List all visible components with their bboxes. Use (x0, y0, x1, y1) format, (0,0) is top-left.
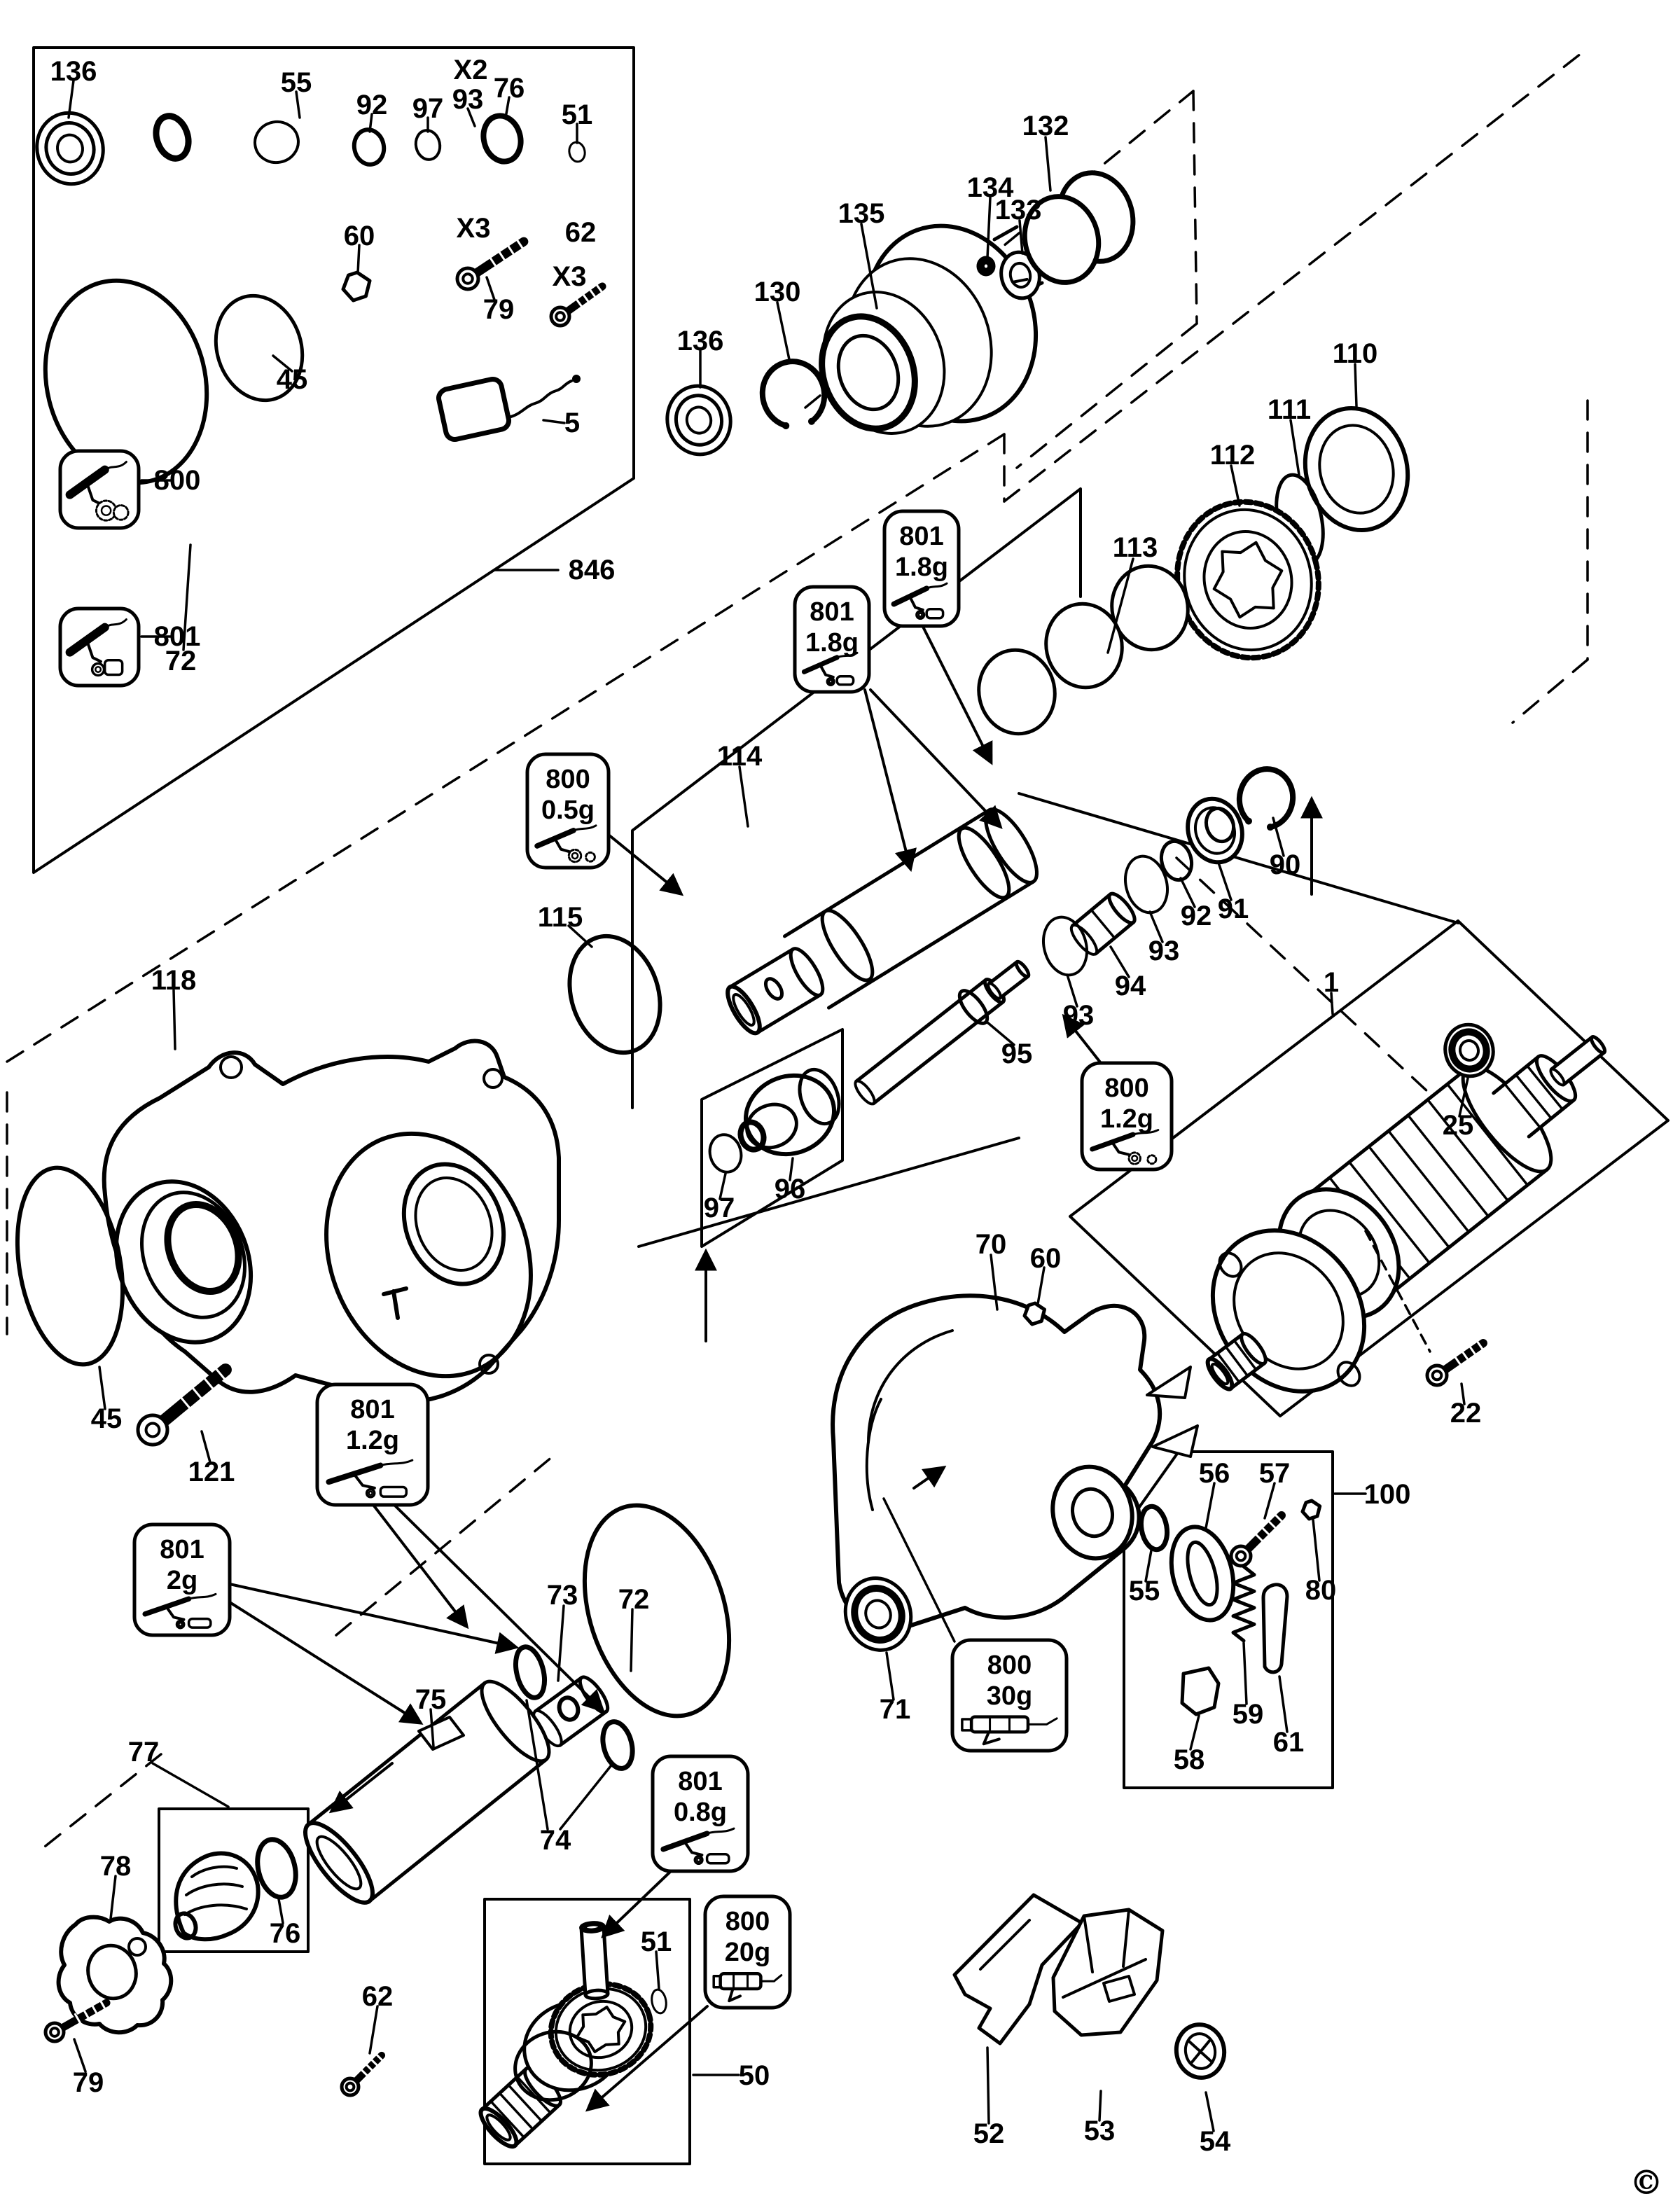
part-number-label-71: 71 (879, 1694, 911, 1725)
part-ring (478, 111, 525, 165)
screw-head (457, 268, 478, 289)
screw-head (46, 2023, 64, 2041)
kit-gear-icon (113, 506, 128, 520)
part-number-label-45: 45 (90, 1403, 123, 1434)
label-leader-line (174, 990, 175, 1049)
part-cylinder (852, 977, 1007, 1106)
part-number-label-76: 76 (269, 1918, 301, 1949)
part-number-label-111: 111 (1267, 394, 1312, 425)
part-number-label-97: 97 (412, 93, 444, 124)
part-number-label-79: 79 (483, 294, 515, 325)
part-number-label-70: 70 (975, 1229, 1007, 1260)
part-number-label-134: 134 (966, 172, 1014, 203)
callout-text: 30g (986, 1681, 1033, 1711)
part-number-label-58: 58 (1173, 1744, 1205, 1775)
part-number-label-55: 55 (1128, 1576, 1160, 1606)
part-number-label-25: 25 (1442, 1110, 1474, 1141)
kit-cylinder-icon (837, 676, 853, 685)
part-number-label-52: 52 (973, 2118, 1005, 2149)
callout-text: 1.8g (894, 553, 949, 582)
part-number-label-22: 22 (1450, 1398, 1482, 1429)
part-clip (1025, 1303, 1045, 1324)
label-leader-line (1244, 1643, 1247, 1704)
kit-cone-icon (92, 664, 104, 676)
grease-tube-body (721, 1973, 761, 1989)
screw-head (551, 307, 569, 326)
callout-grease-800-1.2g (1082, 1063, 1172, 1169)
part-bearing-outer (661, 380, 737, 461)
part-number-label-5: 5 (564, 408, 581, 438)
assembly-arrow (373, 1505, 466, 1626)
part-number-label-62: 62 (564, 217, 597, 248)
part-number-label-95: 95 (1001, 1039, 1033, 1069)
callout-grease-801-1.2g (317, 1384, 428, 1505)
gear-fill (1160, 486, 1335, 674)
callout-grease-801-1.8g-b (884, 511, 959, 626)
callout-kit-801 (60, 609, 139, 686)
kit-gear-icon (569, 849, 581, 861)
label-leader-line (153, 1763, 228, 1807)
callout-text: 801 (899, 522, 944, 551)
part-number-label-100: 100 (1363, 1479, 1411, 1510)
part-ring (1162, 1520, 1243, 1627)
screw-head (1427, 1366, 1447, 1385)
callout-kit-800 (60, 451, 139, 528)
part-number-label-96: 96 (774, 1174, 806, 1204)
part-number-label-51: 51 (640, 1926, 672, 1957)
kit-gear-icon (1148, 1155, 1156, 1164)
callout-text: 801 (350, 1395, 395, 1424)
part-number-label-61: 61 (1272, 1727, 1305, 1758)
part-number-label-50: 50 (738, 2060, 770, 2091)
grease-tube-body (971, 1717, 1028, 1733)
callout-text: 1.2g (345, 1426, 400, 1455)
label-leader-line (987, 2048, 989, 2123)
callout-grease-800-0.5g (527, 754, 609, 868)
kit-cylinder-icon (707, 1854, 729, 1863)
label-leader-line (560, 1766, 611, 1829)
kit-cylinder-icon (189, 1619, 211, 1628)
panel-guide-dashed (42, 1754, 161, 1849)
part-number-label-X2: X2 (453, 55, 488, 85)
part-number-label-115: 115 (537, 902, 583, 933)
part-number-label-136: 136 (676, 326, 724, 356)
part-ring (555, 924, 674, 1064)
callout-text: 0.5g (541, 796, 595, 825)
part-cylinder (986, 960, 1030, 1000)
part-body (1182, 1668, 1219, 1714)
callout-text: 2g (166, 1566, 198, 1595)
cylinder-fill (856, 980, 1004, 1103)
part-number-label-56: 56 (1198, 1458, 1230, 1489)
part-number-label-59: 59 (1232, 1699, 1264, 1730)
label-leader-line (777, 303, 790, 363)
part-number-label-75: 75 (415, 1684, 447, 1715)
callout-text: 801 (810, 597, 854, 627)
part-screw (1427, 1340, 1483, 1385)
part-screw (457, 239, 524, 289)
part-dot (572, 375, 581, 383)
kit-cone-icon (367, 1490, 375, 1497)
part-number-label-93: 93 (1062, 1000, 1095, 1031)
callout-text: 1.2g (1099, 1104, 1154, 1134)
part-number-label-114: 114 (716, 741, 763, 772)
part-number-label-110: 110 (1332, 338, 1378, 369)
kit-cone-icon (917, 611, 924, 619)
screw-head (1231, 1546, 1251, 1566)
part-number-label-97: 97 (703, 1193, 735, 1223)
label-leader-line (1313, 1520, 1319, 1581)
part-number-label-X3: X3 (552, 261, 587, 292)
callout-grease-801-2g (134, 1525, 230, 1635)
kit-cone-icon (176, 1620, 183, 1627)
part-number-label-136: 136 (50, 56, 97, 87)
label-leader-line (1206, 2092, 1214, 2131)
part-number-label-72: 72 (618, 1584, 650, 1615)
panel-guide-dashed (1176, 858, 1429, 1092)
kit-cylinder-icon (105, 660, 123, 675)
part-number-label-118: 118 (151, 965, 197, 996)
screw-head (342, 2078, 359, 2095)
part-screw (1231, 1514, 1283, 1566)
part-ring (598, 1719, 637, 1772)
part-number-label-51: 51 (561, 99, 593, 130)
part-number-label-112: 112 (1209, 440, 1256, 471)
part-number-label-74: 74 (539, 1825, 571, 1856)
assembly-arrow (865, 690, 910, 868)
part-snap-ring (1235, 765, 1298, 833)
assembly-arrow (230, 1584, 515, 1647)
label-leader-line (1020, 221, 1022, 254)
panel-edge (632, 489, 1081, 1108)
copyright-mark: © (1630, 2163, 1663, 2202)
label-leader-line (1206, 1483, 1214, 1528)
part-ring (567, 141, 586, 163)
callout-grease-800-30g (952, 1640, 1067, 1751)
part-number-label-93: 93 (452, 84, 484, 115)
part-number-label-1: 1 (1323, 967, 1340, 998)
callout-text: 800 (546, 765, 590, 794)
callout-text: 800 (725, 1907, 770, 1936)
part-number-label-121: 121 (188, 1457, 235, 1487)
part-number-label-78: 78 (99, 1851, 132, 1882)
part-number-label-57: 57 (1258, 1458, 1291, 1489)
part-ring (251, 118, 301, 166)
label-leader-line (631, 1609, 632, 1671)
label-leader-line (1046, 137, 1050, 190)
part-ring (151, 112, 193, 163)
part-screw (138, 1367, 226, 1445)
part-number-label-76: 76 (493, 73, 525, 104)
callout-text: 801 (678, 1767, 723, 1796)
kit-gear-icon (586, 852, 595, 861)
part-number-label-60: 60 (1029, 1243, 1062, 1274)
part-number-label-79: 79 (72, 2067, 104, 2098)
part-seal-outer (1292, 396, 1422, 541)
callout-text: 0.8g (673, 1798, 728, 1827)
part-number-label-62: 62 (361, 1981, 394, 2012)
part-gear (1160, 486, 1335, 674)
part-number-label-54: 54 (1199, 2126, 1231, 2157)
kit-cylinder-icon (380, 1487, 406, 1497)
part-number-label-133: 133 (994, 195, 1042, 225)
part-number-label-73: 73 (546, 1580, 578, 1611)
part-body (438, 379, 508, 439)
panel-guide-dashed (1513, 660, 1588, 723)
panel-guide-dashed (1017, 324, 1197, 468)
part-clip (1303, 1501, 1320, 1519)
cylinder-end (585, 1990, 609, 1999)
panel-guide-dashed (1004, 49, 1587, 501)
part-number-label-90: 90 (1269, 849, 1301, 880)
part-number-label-94: 94 (1114, 971, 1146, 1001)
part-number-label-132: 132 (1022, 111, 1069, 141)
part-number-label-93: 93 (1148, 936, 1180, 966)
panel-guide-dashed (1193, 91, 1197, 324)
part-number-label-91: 91 (1217, 894, 1249, 924)
label-leader-line (1279, 1676, 1287, 1732)
label-leader-line (543, 420, 564, 423)
part-spring (1233, 1567, 1254, 1641)
assembly-arrow (870, 690, 1000, 826)
part-number-label-92: 92 (1180, 901, 1212, 931)
callout-text: 800 (987, 1651, 1032, 1680)
screw-head (138, 1415, 167, 1445)
part-screw (342, 2054, 383, 2095)
label-leader-line (887, 1653, 894, 1700)
callout-grease-801-0.8g (653, 1756, 748, 1871)
part-number-label-800: 800 (153, 465, 201, 496)
label-leader-line (1291, 420, 1299, 475)
part-number-label-60: 60 (343, 221, 375, 251)
part-number-label-45: 45 (276, 364, 308, 395)
label-leader-line (740, 767, 748, 826)
kit-cone-icon (695, 1856, 702, 1864)
part-number-label-92: 92 (356, 90, 388, 120)
part-ring (351, 127, 387, 167)
part-number-label-72: 72 (165, 646, 197, 676)
diagram-root (3, 48, 1668, 2164)
part-bearing-outer (29, 106, 111, 192)
label-leader-line (370, 2006, 377, 2053)
snap-ring-arc (1235, 765, 1298, 830)
part-body (1263, 1585, 1287, 1672)
label-leader-line (111, 1876, 116, 1919)
kit-cylinder-icon (926, 609, 943, 618)
part-ring (650, 1989, 668, 2015)
callout-grease-801-1.8g-a (795, 587, 869, 692)
label-leader-line (1355, 364, 1356, 406)
part-number-label-77: 77 (127, 1737, 160, 1768)
panel-edge (639, 1138, 1019, 1247)
part-number-label-130: 130 (754, 277, 801, 307)
part-body (508, 381, 571, 417)
callout-text: 800 (1104, 1074, 1149, 1103)
label-leader-line (99, 1367, 105, 1409)
callout-grease-800-20g (705, 1896, 790, 2008)
callout-text: 801 (160, 1535, 204, 1564)
part-number-label-X3: X3 (456, 213, 491, 244)
callout-text: 1.8g (805, 628, 859, 658)
kit-gear-icon (1129, 1153, 1140, 1164)
part-number-label-846: 846 (568, 555, 616, 585)
label-leader-line (1231, 466, 1240, 506)
part-number-label-80: 80 (1305, 1575, 1337, 1606)
part-number-label-53: 53 (1083, 2116, 1116, 2146)
part-number-label-135: 135 (838, 198, 885, 229)
part-clip (343, 272, 370, 300)
part-number-label-801: 801 (153, 621, 201, 652)
part-ring (1138, 1504, 1170, 1551)
part-number-label-113: 113 (1112, 532, 1158, 563)
callout-text: 20g (724, 1938, 771, 1967)
part-cylinder (1548, 1035, 1606, 1087)
part-number-label-55: 55 (280, 67, 312, 98)
assembly-arrow (609, 835, 681, 894)
part-ring (413, 128, 443, 162)
